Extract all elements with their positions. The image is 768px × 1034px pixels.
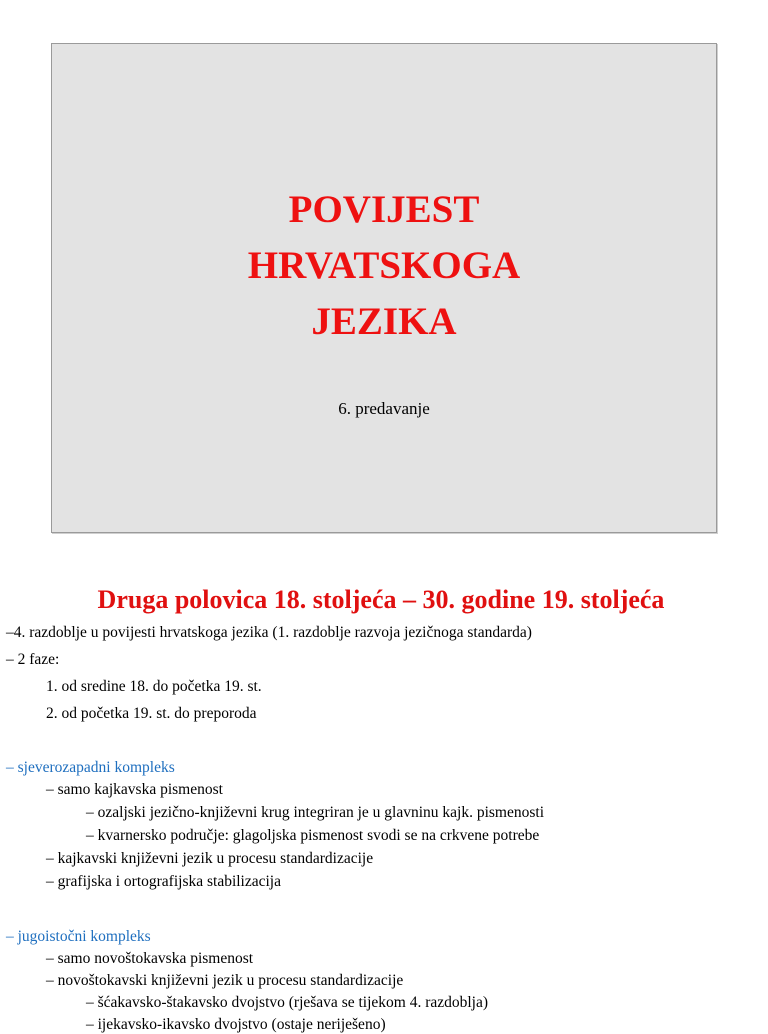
intro-line-1: –4. razdoblje u povijesti hrvatskoga jezika (1. razdoblje razvoja jezičnoga standarda) [6,624,532,641]
phase-item-1: 1. od sredine 18. do početka 19. st. [46,678,262,695]
section-heading: Druga polovica 18. stoljeća – 30. godine 19. stoljeća [97,585,665,614]
section-title-southeast: – jugoistočni kompleks [6,928,151,945]
intro-line-2: – 2 faze: [6,651,60,668]
list-item: – samo novoštokavska pismenost [46,950,254,967]
list-item: – kvarnersko područje: glagoljska pismenost svodi se na crkvene potrebe [86,827,540,844]
list-item: – ozaljski jezično-književni krug integriran je u glavninu kajk. pismenosti [86,804,544,821]
section-title-northwest: – sjeverozapadni kompleks [6,759,175,776]
list-item: – novoštokavski književni jezik u procesu standardizacije [46,972,404,989]
list-item: – kajkavski književni jezik u procesu standardizacije [46,850,374,867]
slide-title-line-3: JEZIKA [311,300,457,343]
list-item: – šćakavsko-štakavsko dvojstvo (rješava se tijekom 4. razdoblja) [86,994,489,1011]
list-item: – grafijska i ortografijska stabilizacija [46,873,281,890]
slide-title-line-2: HRVATSKOGA [247,244,521,287]
phase-item-2: 2. od početka 19. st. do preporoda [46,705,257,722]
list-item: – ijekavsko-ikavsko dvojstvo (ostaje neriješeno) [86,1016,386,1033]
list-item: – samo kajkavska pismenost [46,781,223,798]
slide-subtitle: 6. predavanje [338,399,430,418]
slide-title [52,182,716,350]
slide-title-line-1: POVIJEST [288,188,480,231]
title-slide [51,43,717,533]
